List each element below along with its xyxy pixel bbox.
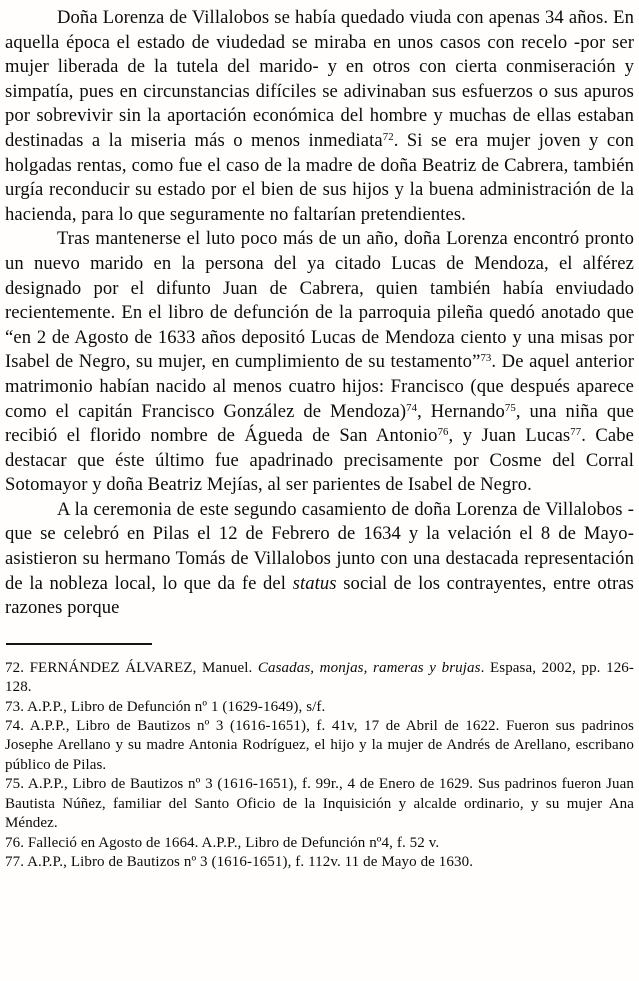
footnote-77: 77. A.P.P., Libro de Bautizos nº 3 (1616-1651), f. 112v. 11 de Mayo de 1630. (5, 853, 474, 870)
body-text (5, 6, 634, 621)
footnote-74: 74. A.P.P., Libro de Bautizos nº 3 (1616-1651), f. 41v, 17 de Abril de 1622. Fueron sus padrinos Josephe Arellano y su madre Antonia Rodríguez, el hijo y la mujer de Andrés de Arellano, escribano público de Pilas. (5, 718, 634, 773)
footnote-75: 75. A.P.P., Libro de Bautizos nº 3 (1616-1651), f. 99r., 4 de Enero de 1629. Sus padrinos fueron Juan Bautista Núñez, familiar del Santo Oficio de la Inquisición y alcalde ordinario, y su mujer Ana Méndez. (5, 776, 634, 832)
footnote-separator-rule (6, 643, 152, 645)
paragraph-2: Tras mantenerse el luto poco más de un año, doña Lorenza encontró pronto un nuevo marido en la persona del ya citado Lucas de Mendoza, el alférez designado por el difunto Juan de Cabrera, quien también había enviudado recientemente. En el libro de defunción de la parroquia pileña quedó anotado que “en 2 de Agosto de 1633 años depositó Lucas de Mendoza ciento y una misas por Isabel de Negro, su mujer, en cumplimiento de su testamento”$^{73}$. De aquel anterior matrimonio habían nacido al menos cuatro hijos: Francisco (que después aparece como el capitán Francisco González de Mendoza)$^{74}$, Hernando$^{75}$, una niña que recibió el florido nombre de Águeda de San Antonio$^{76}$, y Juan Lucas$^{77}$. Cabe destacar que éste último fue apadrinado precisamente por Cosme del Corral Sotomayor y doña Beatriz Mejías, al ser parientes de Isabel de Negro. (5, 228, 635, 496)
paragraph-3: A la ceremonia de este segundo casamiento de doña Lorenza de Villalobos -que se celebró en Pilas el 12 de Febrero de 1634 y la velación el 8 de Mayo- asistieron su hermano Tomás de Villalobos junto con una destacada representación de la nobleza local, lo que da fe del status social de los contrayentes, entre otras razones porque (5, 498, 634, 619)
footnote-72: 72. FERNÁNDEZ ÁLVAREZ, Manuel. Casadas, monjas, rameras y brujas. Espasa, 2002, pp. 126-128. (5, 659, 634, 696)
paragraph-1: Doña Lorenza de Villalobos se había quedado viuda con apenas 34 años. En aquella época el estado de viudedad se miraba en unos casos con recelo -por ser mujer liberada de la tutela del marido- y en otros con cierta conmiseración y simpatía, pues en circunstancias difíciles se adivinaban sus esfuerzos o sus apuros por sobrevivir sin la aportación económica del hombre y muchas de ellas estaban destinadas a la miseria más o menos inmediata$^{72}$. Si se era mujer joven y con holgadas rentas, como fue el caso de la madre de doña Beatriz de Cabrera, también urgía reconducir su estado por el bien de sus hijos y la buena administración de la hacienda, para lo que seguramente no faltarían pretendientes. (5, 7, 635, 225)
footnotes (5, 659, 634, 872)
footnote-76: 76. Falleció en Agosto de 1664. A.P.P., Libro de Defunción nº4, f. 52 v. (5, 834, 440, 851)
footnote-73: 73. A.P.P., Libro de Defunción nº 1 (1629-1649), s/f. (5, 698, 326, 715)
